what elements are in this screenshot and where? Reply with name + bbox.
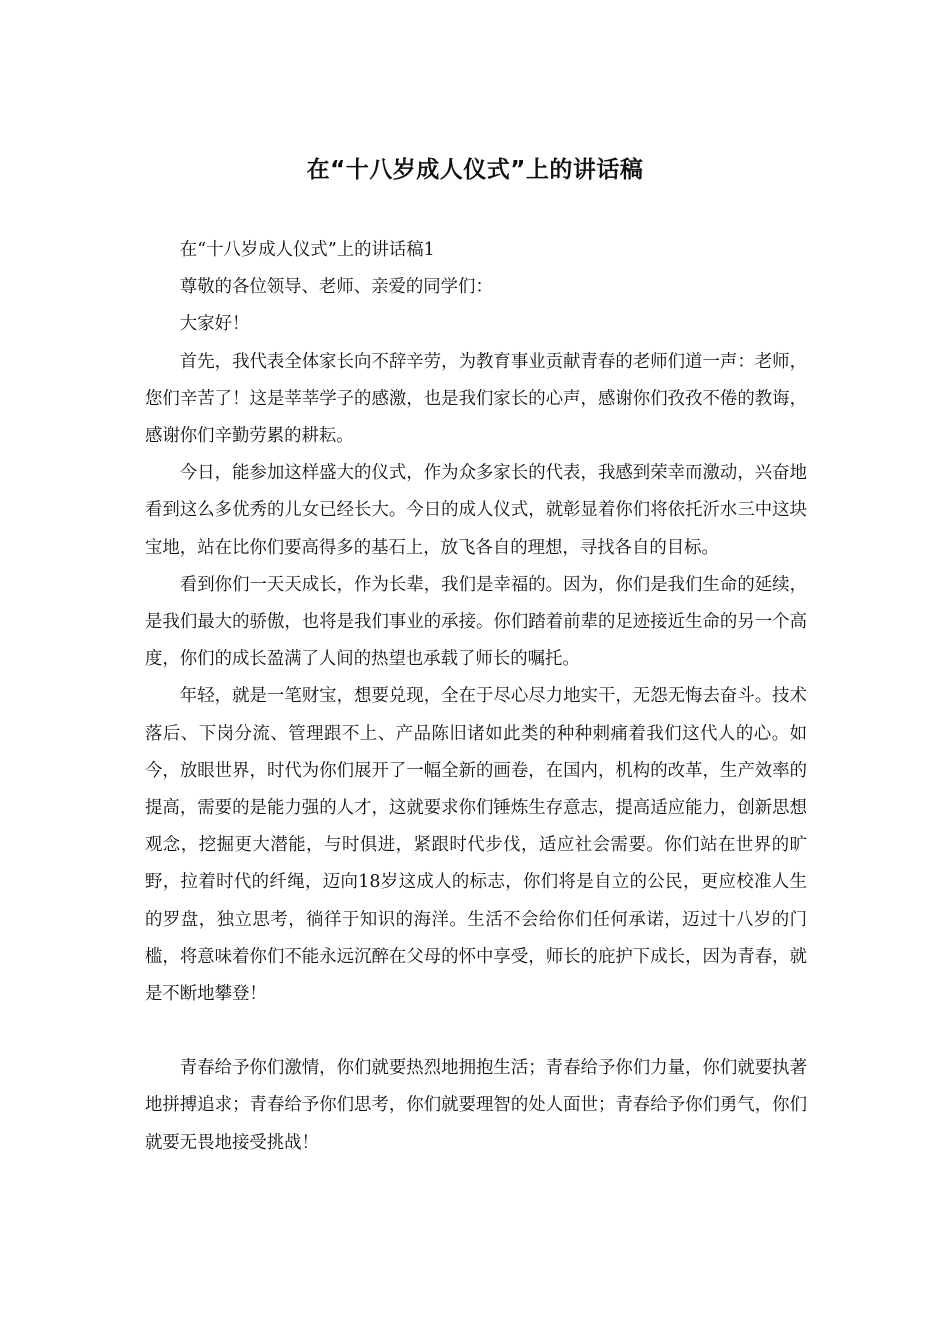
section-heading: 在“十八岁成人仪式”上的讲话稿1 [179,240,435,260]
document-body [145,232,807,1162]
paragraph: 青春给予你们激情，你们就要热烈地拥抱生活；青春给予你们力量，你们就要执著地拼搏追求；青春给予你们思考，你们就要理智的处人面世；青春给予你们勇气，你们就要无畏地接受挑战！ [145,1058,807,1153]
paragraph: 首先，我代表全体家长向不辞辛劳，为教育事业贡献青春的老师们道一声：老师，您们辛苦了！这是莘莘学子的感激，也是我们家长的心声，感谢你们孜孜不倦的教诲，感谢你们辛勤劳累的耕耘。 [145,351,807,447]
greeting: 大家好！ [179,314,250,335]
document-title: 在“十八岁成人仪式”上的讲话稿 [306,157,644,183]
paragraph: 年轻，就是一笔财宝，想要兑现，全在于尽心尽力地实干，无怨无悔去奋斗。技术落后、下岗分流、管理跟不上、产品陈旧诸如此类的种种刺痛着我们这代人的心。如今，放眼世界，时代为你们展开了一幅全新的画卷，在国内，机构的改革，生产效率的提高，需要的是能力强的人才，这就要求你们锤炼生存意志，提高适应能力，创新思想观念，挖掘更大潜能，与时俱进，紧跟时代步伐，适应社会需要。你们站在世界的旷野，拉着时代的纤绳，迈向18岁这成人的标志，你们将是自立的公民，更应校准人生的罗盘，独立思考，徜徉于知识的海洋。生活不会给你们任何承诺，迈过十八岁的门槛，将意味着你们不能永远沉醉在父母的怀中享受，师长的庇护下成长，因为青春，就是不断地攀登！ [145,686,807,1005]
paragraph: 看到你们一天天成长，作为长辈，我们是幸福的。因为，你们是我们生命的延续，是我们最大的骄傲，也将是我们事业的承接。你们踏着前辈的足迹接近生命的另一个高度，你们的成长盈满了人间的热望也承载了师长的嘱托。 [145,574,807,670]
paragraph: 今日，能参加这样盛大的仪式，作为众多家长的代表，我感到荣幸而激动，兴奋地看到这么多优秀的儿女已经长大。今日的成人仪式，就彰显着你们将依托沂水三中这块宝地，站在比你们要高得多的基石上，放飞各自的理想，寻找各自的目标。 [145,463,807,558]
salutation: 尊敬的各位领导、老师、亲爱的同学们： [179,277,493,298]
